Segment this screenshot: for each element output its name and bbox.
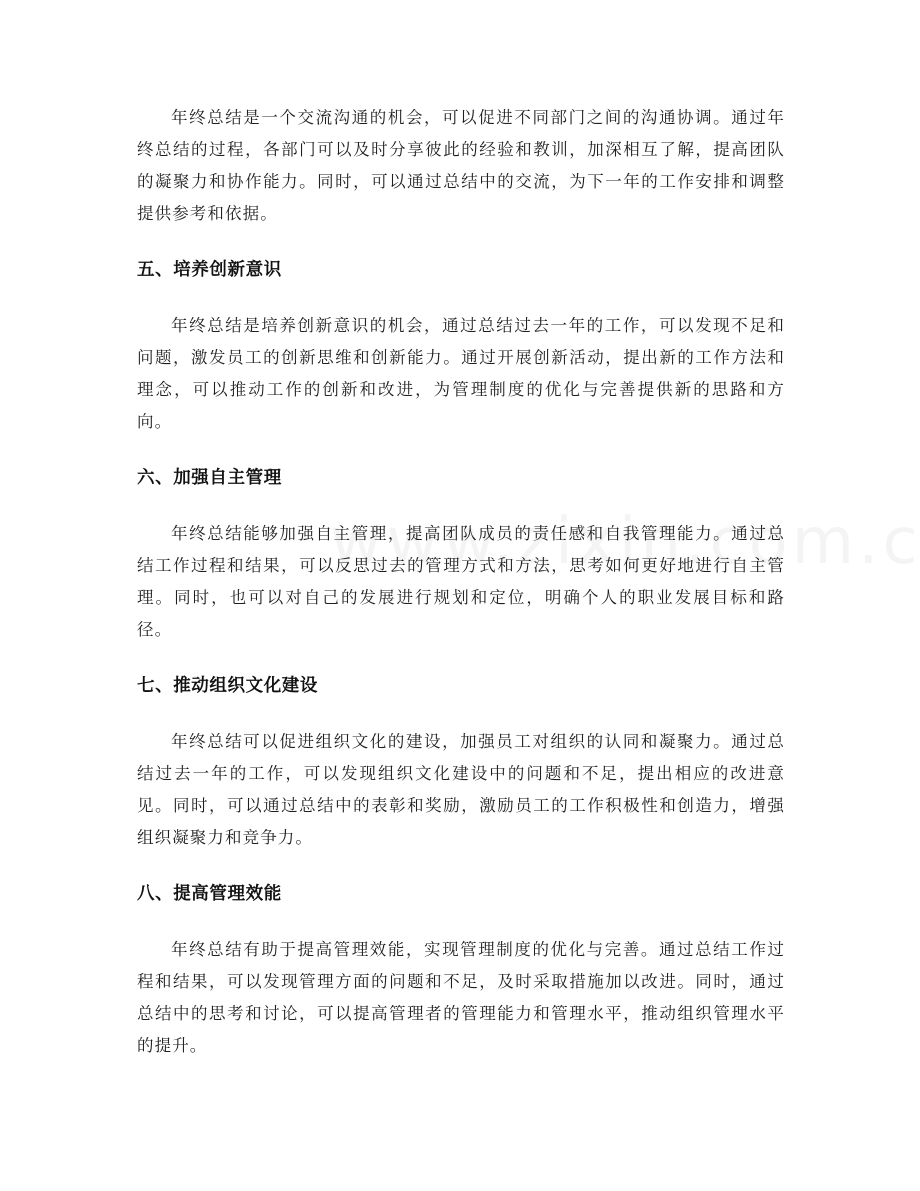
section-paragraph-5: 年终总结是培养创新意识的机会，通过总结过去一年的工作，可以发现不足和问题，激发员工的创新思维和创新能力。通过开展创新活动，提出新的工作方法和理念，可以推动工作的创新和改进，为管理制度的优化与完善提供新的思路和方向。 [137, 316, 785, 431]
intro-paragraph: 年终总结是一个交流沟通的机会，可以促进不同部门之间的沟通协调。通过年终总结的过程，各部门可以及时分享彼此的经验和教训，加深相互了解，提高团队的凝聚力和协作能力。同时，可以通过总结中的交流，为下一年的工作安排和调整提供参考和依据。 [137, 108, 785, 223]
document-body [137, 102, 785, 1062]
section-heading-7: 七、推动组织文化建设 [137, 676, 318, 696]
section-heading-6: 六、加强自主管理 [137, 468, 282, 488]
section-heading-8: 八、提高管理效能 [137, 884, 282, 904]
section-paragraph-6: 年终总结能够加强自主管理，提高团队成员的责任感和自我管理能力。通过总结工作过程和结果，可以反思过去的管理方式和方法，思考如何更好地进行自主管理。同时，也可以对自己的发展进行规划和定位，明确个人的职业发展目标和路径。 [137, 524, 785, 639]
section-heading-5: 五、培养创新意识 [137, 260, 282, 280]
section-paragraph-7: 年终总结可以促进组织文化的建设，加强员工对组织的认同和凝聚力。通过总结过去一年的工作，可以发现组织文化建设中的问题和不足，提出相应的改进意见。同时，可以通过总结中的表彰和奖励，激励员工的工作积极性和创造力，增强组织凝聚力和竞争力。 [137, 732, 785, 847]
section-paragraph-8: 年终总结有助于提高管理效能，实现管理制度的优化与完善。通过总结工作过程和结果，可以发现管理方面的问题和不足，及时采取措施加以改进。同时，通过总结中的思考和讨论，可以提高管理者的管理能力和管理水平，推动组织管理水平的提升。 [137, 940, 785, 1055]
